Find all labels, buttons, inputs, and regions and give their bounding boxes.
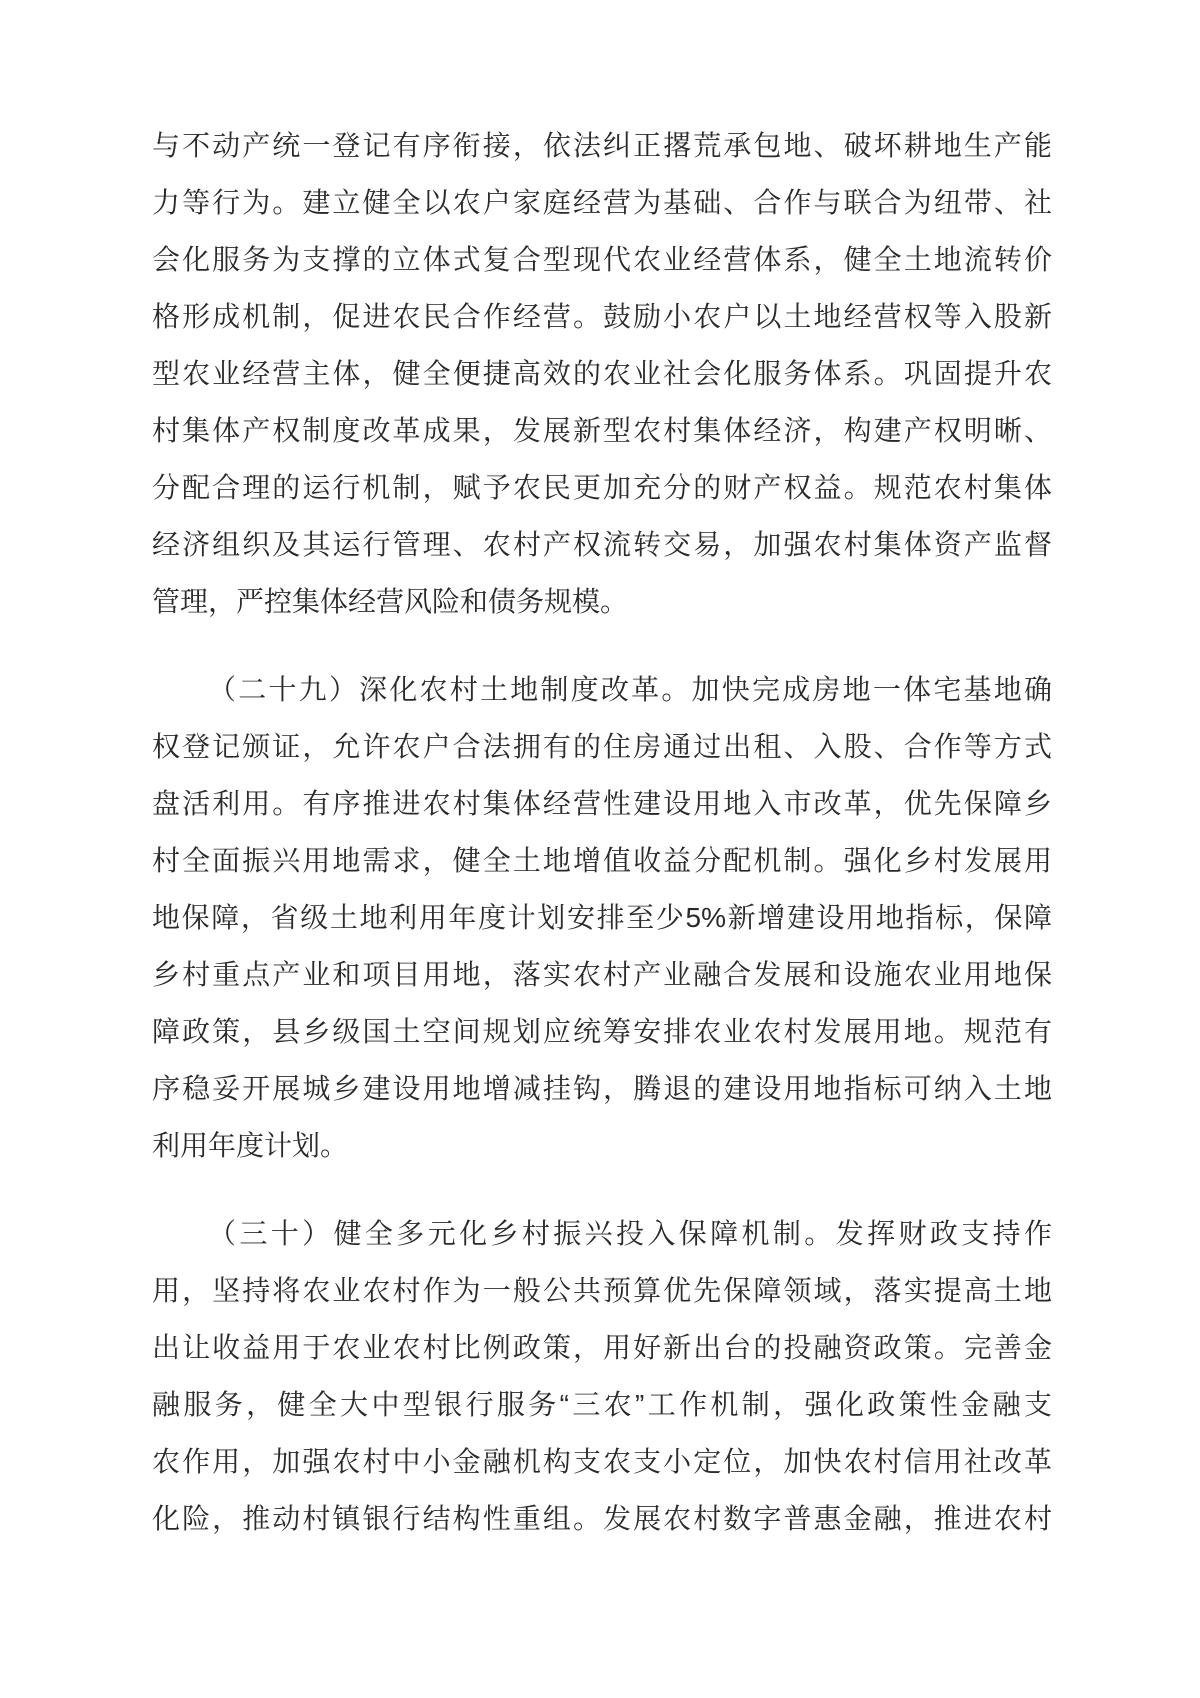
- text-line: 融服务，健全大中型银行服务“三农”工作机制，强化政策性金融支: [152, 1389, 1052, 1420]
- text-line: 力等行为。建立健全以农户家庭经营为基础、合作与联合为纽带、社: [152, 187, 1052, 218]
- document-text-block: [152, 117, 1052, 1578]
- text-line: 盘活利用。有序推进农村集体经营性建设用地入市改革，优先保障乡: [152, 788, 1052, 819]
- text-line: 村集体产权制度改革成果，发展新型农村集体经济，构建产权明晰、: [152, 415, 1052, 446]
- text-line: 权登记颁证，允许农户合法拥有的住房通过出租、入股、合作等方式: [152, 731, 1052, 762]
- text-line: 会化服务为支撑的立体式复合型现代农业经营体系，健全土地流转价: [152, 244, 1052, 275]
- text-line: 型农业经营主体，健全便捷高效的农业社会化服务体系。巩固提升农: [152, 358, 1052, 389]
- text-line: 经济组织及其运行管理、农村产权流转交易，加强农村集体资产监督: [152, 529, 1052, 560]
- text-line: 乡村重点产业和项目用地，落实农村产业融合发展和设施农业用地保: [152, 959, 1052, 990]
- text-line: 管理，严控集体经营风险和债务规模。: [152, 586, 629, 617]
- text-line: 分配合理的运行机制，赋予农民更加充分的财产权益。规范农村集体: [152, 472, 1052, 503]
- text-line: 村全面振兴用地需求，健全土地增值收益分配机制。强化乡村发展用: [152, 845, 1052, 876]
- text-line: 出让收益用于农业农村比例政策，用好新出台的投融资政策。完善金: [152, 1332, 1052, 1363]
- text-line: 地保障，省级土地利用年度计划安排至少5%新增建设用地指标，保障: [152, 902, 1052, 933]
- text-line: 障政策，县乡级国土空间规划应统筹安排农业农村发展用地。规范有: [152, 1016, 1052, 1047]
- text-line: （二十九）深化农村土地制度改革。加快完成房地一体宅基地确: [208, 674, 1052, 705]
- paragraph-28-continuation: [152, 117, 1052, 630]
- text-line: 化险，推动村镇银行结构性重组。发展农村数字普惠金融，推进农村: [152, 1503, 1052, 1534]
- text-line: 序稳妥开展城乡建设用地增减挂钩，腾退的建设用地指标可纳入土地: [152, 1073, 1052, 1104]
- text-line: 农作用，加强农村中小金融机构支农支小定位，加快农村信用社改革: [152, 1446, 1052, 1477]
- text-line: （三十）健全多元化乡村振兴投入保障机制。发挥财政支持作: [208, 1218, 1052, 1249]
- text-line: 格形成机制，促进农民合作经营。鼓励小农户以土地经营权等入股新: [152, 301, 1052, 332]
- paragraph-30-diversified-investment-guarantee: [152, 1205, 1052, 1547]
- text-line: 用，坚持将农业农村作为一般公共预算优先保障领域，落实提高土地: [152, 1275, 1052, 1306]
- text-line: 与不动产统一登记有序衔接，依法纠正撂荒承包地、破坏耕地生产能: [152, 130, 1052, 161]
- text-line: 利用年度计划。: [152, 1130, 349, 1161]
- paragraph-29-rural-land-system-reform: [152, 661, 1052, 1174]
